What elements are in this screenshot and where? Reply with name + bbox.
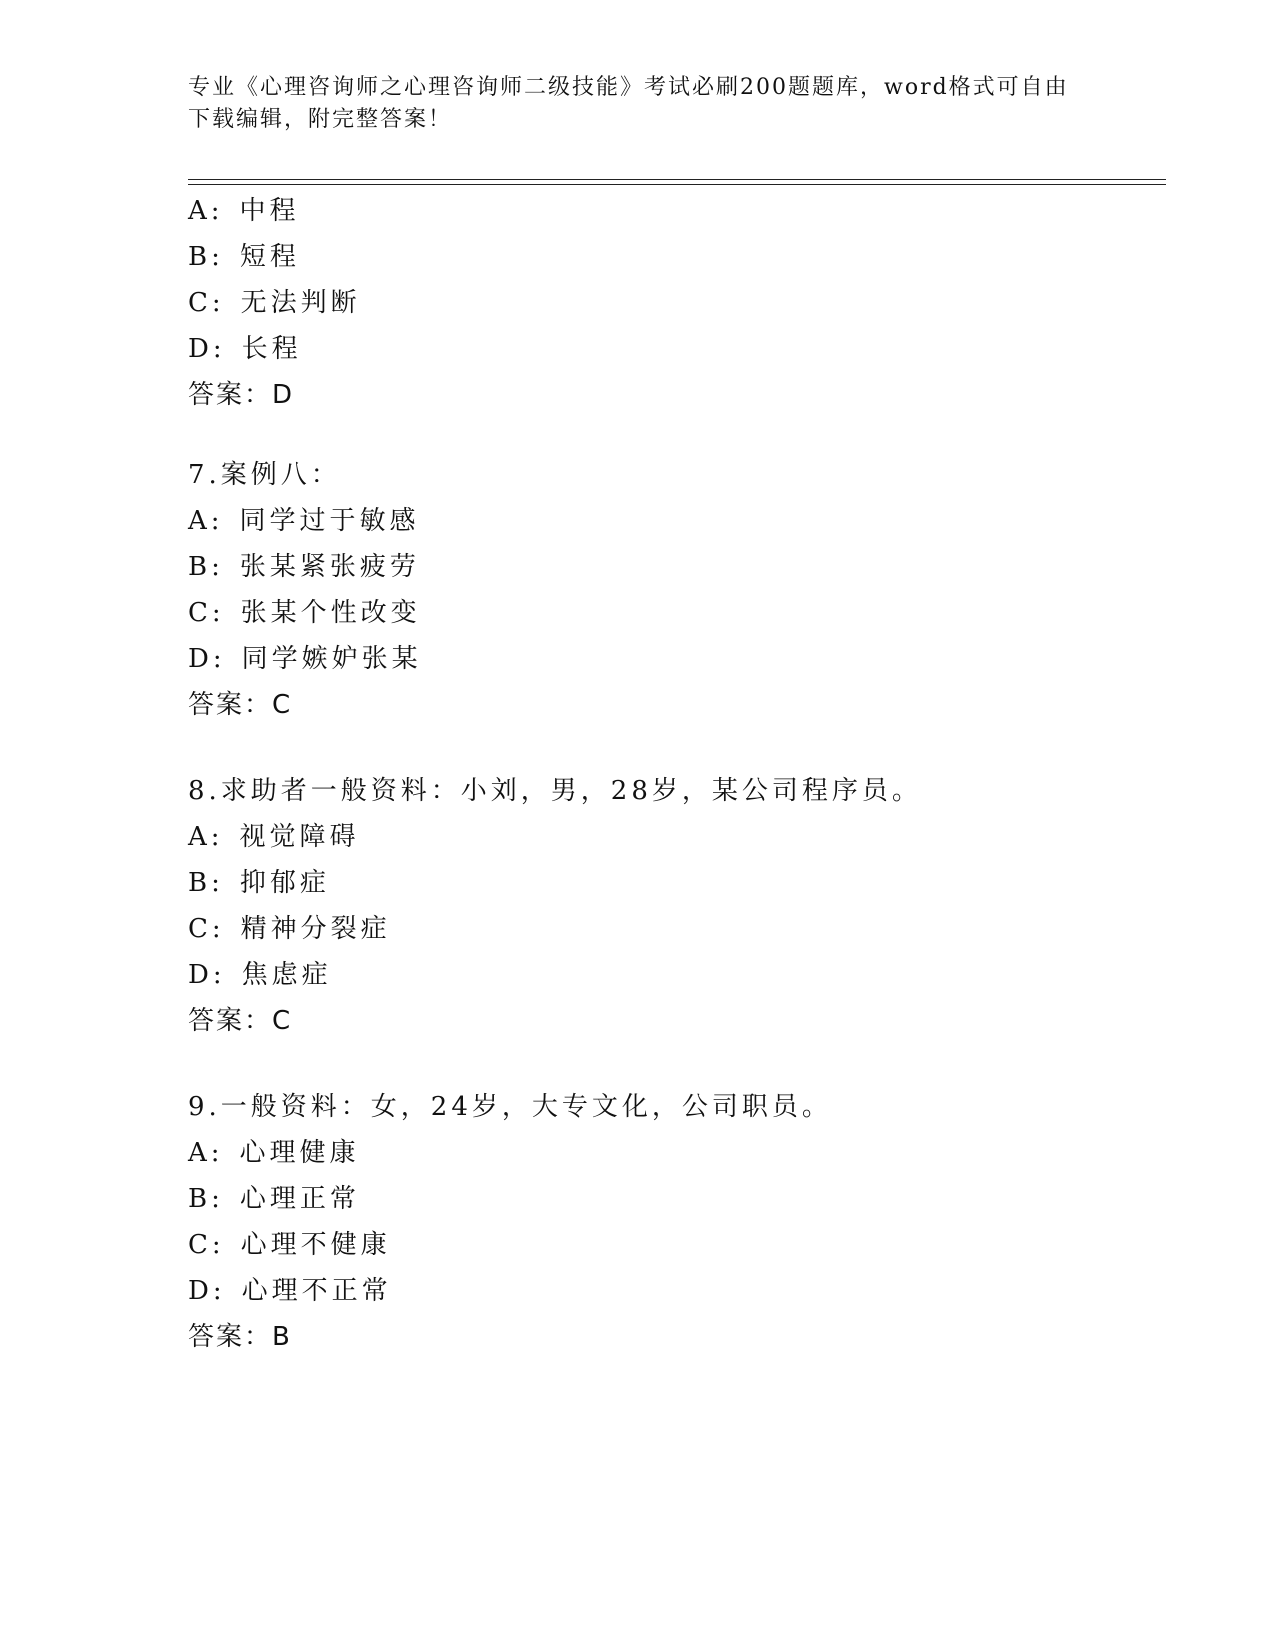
option-letter: A: — [188, 196, 224, 226]
option-letter: A: — [188, 1138, 224, 1168]
option-text: 无法判断 — [240, 288, 361, 318]
question-text: 7.案例八： — [188, 460, 341, 490]
option-text: 张某紧张疲劳 — [239, 552, 420, 582]
option-letter: A: — [188, 506, 224, 536]
option-letter: D: — [188, 334, 226, 364]
header-divider-top — [188, 179, 1166, 180]
option-d — [188, 952, 1168, 998]
option-d — [188, 1268, 1168, 1314]
option-text: 同学过于敏感 — [239, 506, 420, 536]
option-letter: B: — [188, 1184, 224, 1214]
option-letter: B: — [188, 552, 224, 582]
option-c — [188, 1222, 1168, 1268]
header-divider-bottom — [188, 184, 1166, 185]
option-b — [188, 544, 1168, 590]
option-text: 心理不正常 — [241, 1276, 392, 1306]
document-header: 专业《心理咨询师之心理咨询师二级技能》考试必刷200题题库，word格式可自由下载编辑，附完整答案！ — [188, 75, 1069, 132]
option-d — [188, 636, 1168, 682]
question-block-6-continued — [188, 188, 1168, 418]
option-text: 张某个性改变 — [240, 598, 421, 628]
option-b — [188, 860, 1168, 906]
option-text: 心理不健康 — [240, 1230, 391, 1260]
option-text: 心理正常 — [239, 1184, 360, 1214]
option-a — [188, 498, 1168, 544]
option-a — [188, 1130, 1168, 1176]
option-letter: D: — [188, 960, 226, 990]
option-a — [188, 814, 1168, 860]
option-text: 精神分裂症 — [240, 914, 391, 944]
option-b — [188, 234, 1168, 280]
option-text: 同学嫉妒张某 — [241, 644, 422, 674]
answer-line: 答案：C — [188, 690, 293, 720]
option-letter: D: — [188, 644, 226, 674]
option-letter: C: — [188, 1230, 225, 1260]
option-c — [188, 280, 1168, 326]
option-c — [188, 590, 1168, 636]
question-block-8 — [188, 768, 1168, 1044]
option-text: 抑郁症 — [239, 868, 330, 898]
option-text: 短程 — [239, 242, 300, 272]
option-letter: B: — [188, 242, 224, 272]
question-block-7 — [188, 452, 1168, 728]
question-text: 9.一般资料：女，24岁，大专文化，公司职员。 — [188, 1092, 832, 1122]
option-b — [188, 1176, 1168, 1222]
option-text: 焦虑症 — [241, 960, 332, 990]
option-a — [188, 188, 1168, 234]
option-letter: D: — [188, 1276, 226, 1306]
question-text: 8.求助者一般资料：小刘，男，28岁，某公司程序员。 — [188, 776, 922, 806]
option-letter: C: — [188, 598, 225, 628]
answer-line: 答案：D — [188, 380, 295, 410]
question-block-9 — [188, 1084, 1168, 1360]
option-d — [188, 326, 1168, 372]
option-text: 中程 — [239, 196, 300, 226]
option-letter: A: — [188, 822, 224, 852]
option-letter: B: — [188, 868, 224, 898]
option-text: 长程 — [241, 334, 302, 364]
option-text: 视觉障碍 — [239, 822, 360, 852]
option-letter: C: — [188, 288, 225, 318]
answer-line: 答案：C — [188, 1006, 293, 1036]
option-c — [188, 906, 1168, 952]
option-text: 心理健康 — [239, 1138, 360, 1168]
answer-line: 答案：B — [188, 1322, 292, 1352]
option-letter: C: — [188, 914, 225, 944]
